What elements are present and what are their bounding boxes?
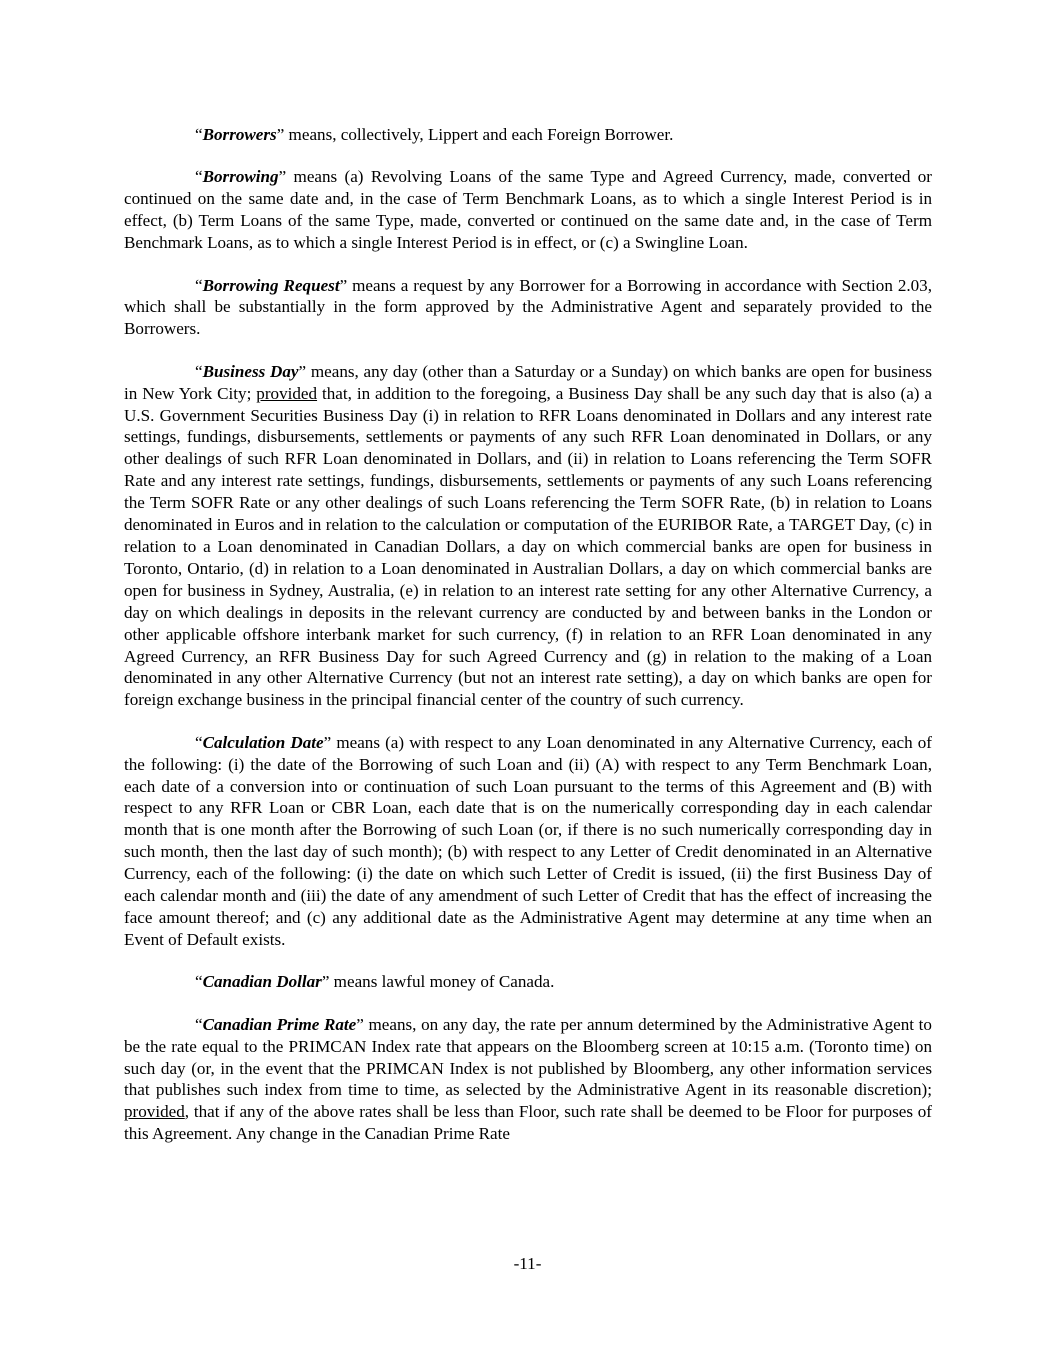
quote-open: “ bbox=[195, 361, 203, 381]
defined-term: Canadian Dollar bbox=[202, 972, 322, 992]
quote-close: ” bbox=[298, 361, 307, 381]
definition-text: means (a) with respect to any Loan denominated in any Alternative Currency, each of the following: (i) the date of the Borrowing of such Loan and (ii) (A) with respect to any Term Benchmark Loan, each date of a conversion into or continuation of such Loan pursuant to the terms of this Agreement and (B) with respect to any RFR Loan or CBR Loan, each date that is on the numerically corresponding day in each calendar month that is one month after the Borrowing of such Loan (or, if there is no such numerically corresponding day in such month, then the last day of such month); (b) with respect to any Letter of Credit denominated in an Alternative Currency, each of the following: (i) the date on which such Letter of Credit is issued, (ii) the first Business Day of each calendar month and (iii) the date of any amendment of such Letter of Credit that has the effect of increasing the face amount thereof; and (c) any additional date as the Administrative Agent may determine at any time when an Event of Default exists. bbox=[124, 732, 932, 949]
quote-close: ” bbox=[356, 1014, 364, 1034]
definition-text-continued: that, in addition to the foregoing, a Business Day shall be any such day that is also (a) a U.S. Government Securities Business Day (i) in relation to RFR Loans denominated in Dollars and any interest rate settings, fundings, disbursements, settlements or payments of any such RFR Loan denominated in Dollars, or any other dealings of such RFR Loan denominated in Dollars, and (ii) in relation to Loans referencing the Term SOFR Rate and any interest rate settings, fundings, disbursements, settlements or payments of any such Loans referencing the Term SOFR Rate or any other dealings of such Loans referencing the Term SOFR Rate, (b) in relation to Loans denominated in Euros and in relation to the calculation or computation of the EURIBOR Rate, a TARGET Day, (c) in relation to a Loan denominated in Canadian Dollars, a day on which commercial banks are open for business in Toronto, Ontario, (d) in relation to a Loan denominated in Australian Dollars, a day on which commercial banks are open for business in Sydney, Australia, (e) in relation to an interest rate setting for any other Alternative Currency, a day on which dealings in deposits in the relevant currency are conducted by and between banks in the London or other applicable offshore interbank market for such currency, (f) in relation to an RFR Loan denominated in any Agreed Currency, an RFR Business Day for such Agreed Currency and (g) in relation to the making of a Loan denominated in any other Alternative Currency (but not an interest rate setting), a day on which banks are open for foreign exchange business in the principal financial center of the country of such currency. bbox=[124, 383, 933, 710]
quote-open: “ bbox=[195, 275, 203, 295]
definition-borrowers bbox=[124, 124, 932, 146]
quote-close: ” bbox=[339, 275, 348, 295]
defined-term: Business Day bbox=[202, 361, 299, 381]
proviso-underlined: provided bbox=[124, 1102, 185, 1122]
definition-text: means (a) Revolving Loans of the same Type and Agreed Currency, made, converted or continued on the same date and, in the case of Term Benchmark Loans, as to which a single Interest Period is in effect, (b) Term Loans of the same Type, made, converted or continued on the same date and, in the case of Term Benchmark Loans, as to which a single Interest Period is in effect, or (c) a Swingline Loan. bbox=[124, 167, 932, 253]
definitions-body bbox=[124, 124, 932, 1166]
page-number: -11- bbox=[513, 1254, 542, 1273]
definition-text: means, any day (other than a Saturday or a Sunday) on which banks are open for business in New York City; bbox=[124, 361, 932, 403]
definition-canadian-dollar bbox=[124, 971, 932, 993]
definition-text: means lawful money of Canada. bbox=[329, 972, 555, 992]
definition-business-day bbox=[124, 361, 932, 712]
quote-open: “ bbox=[195, 125, 203, 144]
defined-term: Borrowing Request bbox=[202, 275, 340, 295]
quote-close: ” bbox=[278, 167, 287, 187]
quote-close: ” bbox=[321, 972, 330, 992]
defined-term: Borrowers bbox=[202, 125, 277, 144]
definition-text: means, on any day, the rate per annum determined by the Administrative Agent to be the rate equal to the PRIMCAN Index rate that appears on the Bloomberg screen at 10:15 a.m. (Toronto time) on such day (or, in the event that the PRIMCAN Index is not published by Bloomberg, any other information services that publishes such index from time to time, as selected by the Administrative Agent in its reasonable discretion); bbox=[124, 1014, 932, 1100]
quote-close: ” bbox=[323, 732, 332, 752]
definition-text: means a request by any Borrower for a Borrowing in accordance with Section 2.03, which shall be substantially in the form approved by the Administrative Agent and separately provided to the Borrowers. bbox=[124, 275, 933, 339]
definition-text: means, collectively, Lippert and each Foreign Borrower. bbox=[284, 125, 674, 144]
defined-term: Borrowing bbox=[202, 167, 279, 187]
quote-open: “ bbox=[195, 972, 203, 992]
quote-close: ” bbox=[276, 125, 285, 144]
definition-text-continued: , that if any of the above rates shall be less than Floor, such rate shall be deemed to be Floor for purposes of this Agreement. Any change in the Canadian Prime Rate bbox=[124, 1102, 932, 1144]
quote-open: “ bbox=[195, 167, 203, 187]
definition-canadian-prime-rate bbox=[124, 1014, 932, 1145]
definition-borrowing bbox=[124, 166, 932, 254]
defined-term: Calculation Date bbox=[202, 732, 324, 752]
definition-calculation-date bbox=[124, 732, 932, 951]
quote-open: “ bbox=[195, 1014, 203, 1034]
quote-open: “ bbox=[195, 732, 203, 752]
definition-borrowing-request bbox=[124, 275, 932, 341]
proviso-underlined: provided bbox=[256, 383, 318, 403]
defined-term: Canadian Prime Rate bbox=[202, 1014, 357, 1034]
